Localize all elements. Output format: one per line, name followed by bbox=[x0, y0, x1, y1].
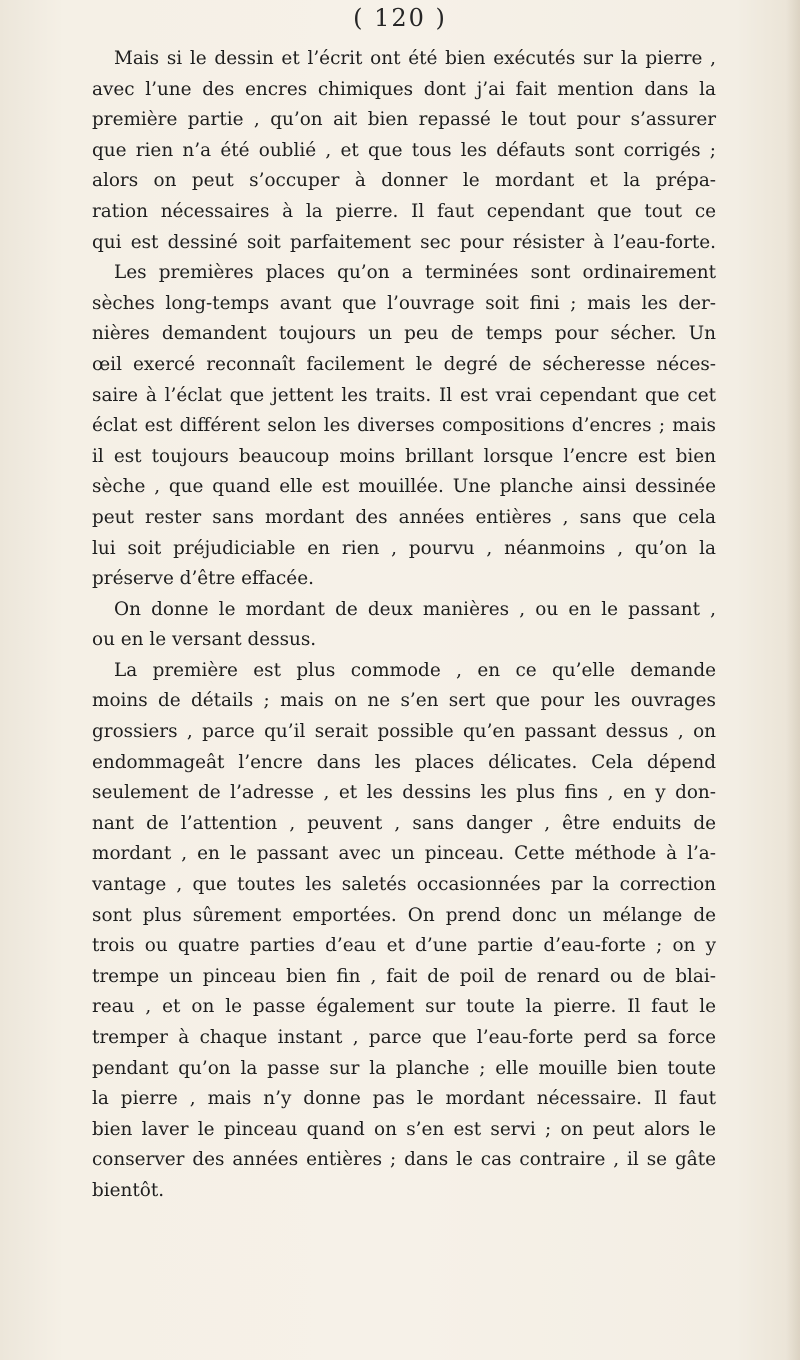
text-line: trois ou quatre parties d’eau et d’une partie d’eau-forte ; on y bbox=[92, 935, 716, 957]
text-line: trempe un pinceau bien fin , fait de poil de renard ou de blai- bbox=[92, 965, 716, 987]
text-line: nières demandent toujours un peu de temps pour sécher. Un bbox=[92, 323, 716, 345]
page-edge-shadow bbox=[786, 0, 800, 1360]
text-line: On donne le mordant de deux manières , ou en le passant , bbox=[114, 598, 716, 620]
text-line: reau , et on le passe également sur toute la pierre. Il faut le bbox=[92, 996, 716, 1018]
text-line: bien laver le pinceau quand on s’en est servi ; on peut alors le bbox=[92, 1118, 716, 1140]
text-line: endommageât l’encre dans les places délicates. Cela dépend bbox=[92, 751, 716, 773]
text-line: éclat est différent selon les diverses compositions d’encres ; mais bbox=[92, 415, 716, 437]
text-line: alors on peut s’occuper à donner le mordant et la prépa- bbox=[92, 170, 716, 192]
page-number: ( 120 ) bbox=[353, 4, 447, 32]
text-line: nant de l’attention , peuvent , sans danger , être enduits de bbox=[92, 812, 716, 834]
text-line: peut rester sans mordant des années entières , sans que cela bbox=[92, 506, 716, 528]
text-line: conserver des années entières ; dans le cas contraire , il se gâte bbox=[92, 1149, 716, 1171]
text-line: ou en le versant dessus. bbox=[92, 629, 317, 651]
text-line: avec l’une des encres chimiques dont j’ai fait mention dans la bbox=[92, 78, 716, 100]
text-line: tremper à chaque instant , parce que l’eau-forte perd sa force bbox=[92, 1027, 716, 1048]
text-line: que rien n’a été oublié , et que tous les défauts sont corrigés ; bbox=[92, 139, 716, 161]
text-line: la pierre , mais n’y donne pas le mordant nécessaire. Il faut bbox=[92, 1088, 716, 1110]
text-line: vantage , que toutes les saletés occasionnées par la correction bbox=[92, 874, 716, 896]
text-line: œil exercé reconnaît facilement le degré de sécheresse néces- bbox=[92, 353, 716, 375]
text-line: saire à l’éclat que jettent les traits. Il est vrai cependant que cet bbox=[92, 384, 716, 406]
text-line: il est toujours beaucoup moins brillant lorsque l’encre est bien bbox=[92, 445, 716, 467]
text-line: préserve d’être effacée. bbox=[92, 568, 314, 590]
text-line: lui soit préjudiciable en rien , pourvu , néanmoins , qu’on la bbox=[92, 537, 716, 559]
text-line: sèche , que quand elle est mouillée. Une planche ainsi dessinée bbox=[92, 476, 716, 498]
text-line: grossiers , parce qu’il serait possible qu’en passant dessus , on bbox=[92, 721, 716, 743]
body-text bbox=[92, 44, 716, 1207]
text-line: Mais si le dessin et l’écrit ont été bien exécutés sur la pierre , bbox=[114, 48, 716, 69]
text-line: Les premières places qu’on a terminées sont ordinairement bbox=[114, 262, 716, 284]
text-line: bientôt. bbox=[92, 1179, 165, 1201]
text-line: La première est plus commode , en ce qu’elle demande bbox=[114, 659, 716, 681]
text-line: moins de détails ; mais on ne s’en sert que pour les ouvrages bbox=[92, 690, 716, 712]
text-line: seulement de l’adresse , et les dessins les plus fins , en y don- bbox=[92, 782, 716, 804]
text-line: sèches long-temps avant que l’ouvrage soit fini ; mais les der- bbox=[92, 292, 716, 314]
text-line: ration nécessaires à la pierre. Il faut cependant que tout ce bbox=[92, 200, 716, 222]
text-line: sont plus sûrement emportées. On prend donc un mélange de bbox=[92, 904, 716, 926]
text-line: pendant qu’on la passe sur la planche ; elle mouille bien toute bbox=[92, 1057, 716, 1079]
text-line: première partie , qu’on ait bien repassé le tout pour s’assurer bbox=[92, 109, 716, 131]
text-line: mordant , en le passant avec un pinceau. Cette méthode à l’a- bbox=[92, 843, 716, 865]
text-line: qui est dessiné soit parfaitement sec pour résister à l’eau-forte. bbox=[92, 231, 716, 253]
